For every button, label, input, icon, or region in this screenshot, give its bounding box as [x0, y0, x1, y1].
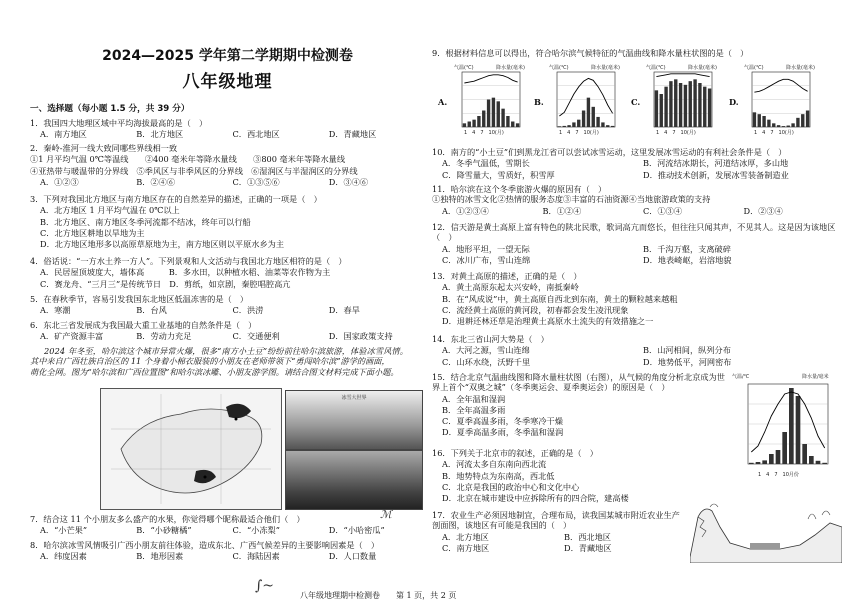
precip-bar	[511, 122, 514, 128]
question-stem: 1．我国四大地理区域中平均海拔最高的是（ ）	[30, 118, 208, 128]
option-a[interactable]: A．河流太多自东南向西北流	[442, 459, 547, 470]
option-c[interactable]: C．冰川广布，雪山连绵	[442, 254, 531, 265]
statement-line: ①1 月平均气温 0℃等温线 ②400 毫米年等降水量线 ③800 毫米年等降水量线	[30, 154, 346, 165]
precip-bar	[669, 81, 672, 127]
precip-bar	[501, 109, 504, 127]
passage-line: 2024 年冬至，哈尔滨这个城市异常火爆，很多“南方小土豆”纷纷前往哈尔滨旅游，体验冰雪风情。	[44, 346, 409, 356]
precip-bar	[703, 87, 706, 127]
precip-bar	[769, 454, 774, 464]
option-a[interactable]: A．北方地区 1 月平均气温在 0℃以上	[40, 205, 180, 216]
option-a[interactable]: A．北方地区	[442, 531, 489, 542]
question-14	[432, 334, 844, 367]
statement-line: ①独特的冰雪文化②热情的服务态度③丰富的石油资源④当地旅游政策的支持	[432, 194, 711, 205]
option-c[interactable]: C．西北地区	[232, 129, 280, 140]
option-d-label[interactable]: D.	[729, 97, 739, 107]
reading-passage	[30, 346, 425, 377]
question-stem: 8．哈尔滨冰雪风情吸引广西小朋友前往体验，造成东北、广西气候差异的主要影响因素是（ ）	[30, 540, 380, 550]
precip-bar	[816, 461, 821, 464]
x-axis-label: 1 4 7 10(月)	[754, 130, 794, 136]
option-d[interactable]: D．青藏地区	[564, 542, 612, 553]
question-10	[432, 147, 844, 180]
option-a[interactable]: A．矿产资源丰富	[40, 331, 104, 342]
chart-c-svg	[644, 62, 722, 137]
precip-bar	[587, 98, 590, 127]
question-15	[432, 372, 726, 438]
x-axis-label: 1 4 7 10(月)	[464, 130, 504, 136]
option-d[interactable]: D．②③④	[743, 205, 783, 216]
precip-bar	[601, 122, 604, 127]
x-axis-label: 1 4 7 10月份	[758, 472, 799, 478]
precip-bar	[611, 126, 614, 127]
option-a[interactable]: A．①②③④	[442, 205, 489, 216]
option-d[interactable]: D．人口数量	[328, 551, 377, 562]
y2-axis-label: 降水量/毫米	[802, 374, 829, 380]
precip-bar	[577, 120, 580, 127]
question-9	[432, 48, 844, 58]
question-1	[30, 118, 425, 140]
option-b-label[interactable]: B.	[534, 97, 544, 107]
option-a[interactable]: A．黄土高原东起太兴安岭，南抵秦岭	[442, 282, 579, 293]
beijing-chart-svg	[732, 368, 844, 480]
precip-bar	[782, 126, 785, 127]
option-b[interactable]: B．在“风成说”中，黄土高原自西北到东南，黄土的颗粒越来越粗	[442, 293, 678, 304]
option-d[interactable]: D．地势低平，河网密布	[643, 356, 732, 367]
option-c[interactable]: C．洪涝	[232, 305, 264, 316]
precip-bar	[753, 112, 756, 127]
option-a[interactable]: A．地形平坦，一望无际	[442, 243, 530, 254]
children-tour-photo	[285, 450, 423, 510]
precip-bar	[698, 83, 701, 127]
option-line[interactable]: C．赛龙舟、“三月三”是传统节日 D．剪纸，如京剧，秦腔唱腔高亢	[40, 278, 291, 289]
precip-bar	[572, 122, 575, 127]
climate-chart-c[interactable]	[644, 62, 722, 137]
question-stem: 10．南方的“小土豆”们到黑龙江省可以尝试冰雪运动，这里发展冰雪运动的有利社会条件是（ ）	[432, 147, 787, 157]
question-16	[432, 448, 726, 503]
statement-line: ④亚热带与暖温带的分界线 ⑤季风区与非季风区的分界线 ⑥湿润区与半湿润区的分界线	[30, 165, 358, 176]
passage-line: 萌化全网。图为“哈尔滨和广西位置图”和哈尔滨冰雕、小朋友游学图。请结合图文材料完成下面小题。	[30, 366, 399, 377]
chart-d-svg	[742, 62, 820, 137]
question-8	[30, 540, 425, 562]
axis-label-left: 气温(℃)	[646, 65, 666, 71]
axis-label-left: 气温(℃)	[549, 65, 569, 71]
option-a[interactable]: A．纬度因素	[40, 551, 87, 562]
precip-bar	[492, 98, 495, 127]
precip-bar	[693, 79, 696, 127]
option-c[interactable]: C．①③⑤⑥	[232, 176, 280, 187]
precip-bar	[563, 126, 566, 127]
axis-label-right: 降水量(毫米)	[688, 65, 717, 71]
question-6	[30, 320, 425, 342]
option-c[interactable]: C．海陆因素	[232, 551, 280, 562]
precip-bar	[791, 123, 794, 127]
option-a[interactable]: A．“小芒果”	[40, 525, 88, 536]
option-b[interactable]: B．河流结冰期长，河道结冰厚，多山地	[643, 158, 789, 169]
q9-climate-charts	[438, 62, 842, 142]
question-3	[30, 194, 425, 249]
question-stem: 13．对黄土高原的描述，正确的是（ ）	[432, 271, 582, 281]
location-map	[100, 388, 282, 510]
precip-bar	[809, 456, 814, 464]
option-c-label[interactable]: C.	[631, 97, 641, 107]
precip-bar	[787, 126, 790, 127]
precip-bar	[756, 462, 761, 464]
precip-bar	[802, 444, 807, 464]
option-a[interactable]: A．寒潮	[40, 305, 71, 316]
exam-title: 2024—2025 学年第二学期期中检测卷	[102, 48, 353, 64]
option-d[interactable]: D．北方地区地形多以高原草原地为主，南方地区则以平原水乡为主	[40, 239, 285, 249]
option-a[interactable]: A．冬季气温低，雪期长	[442, 158, 530, 169]
option-d[interactable]: D．“小哈密瓜”	[328, 525, 385, 536]
x-axis-label: 1 4 7 10(月)	[656, 130, 696, 136]
option-c[interactable]: C．①③④	[643, 205, 683, 216]
precip-bar	[684, 85, 687, 127]
temperature-line	[751, 392, 824, 452]
axis-label-left: 气温(℃)	[454, 65, 474, 71]
option-line[interactable]: A．民居屋顶坡度大，墙体高 B．多水田，以种植水稻、油菜等农作物为主	[40, 267, 331, 278]
question-stem: 9．根据材料信息可以得出，符合哈尔滨气候特征的气温曲线和降水量柱状图的是（ ）	[432, 48, 749, 58]
precip-bar	[758, 114, 761, 127]
precip-bar	[708, 89, 711, 128]
question-stem: 7．结合这 11 个小朋友多么盛产的水果，你觉得哪个昵称最适合他们（ ）	[30, 514, 305, 524]
x-axis-label: 1 4 7 10(月)	[559, 130, 599, 136]
china-map-icon	[101, 389, 281, 509]
precip-bar	[497, 101, 500, 127]
question-stem: 4．俗话说：“一方水土养一方人”。下列景观和人文活动与我国北方地区相符的是（ ）	[30, 256, 347, 266]
question-13	[432, 271, 844, 326]
precip-bar	[796, 396, 801, 464]
option-b[interactable]: B．西北地区	[564, 531, 611, 542]
precip-bar	[487, 100, 490, 128]
option-a[interactable]: A．南方地区	[40, 129, 87, 140]
question-stem: 14．东北三省山河大势是（ ）	[432, 334, 549, 344]
precip-bar	[749, 463, 754, 464]
question-stem: 2．秦岭-淮河一线大致同哪些界线相一致	[30, 143, 178, 153]
temperature-line	[559, 78, 612, 116]
beijing-climate-chart	[732, 368, 844, 480]
precip-bar	[789, 388, 794, 464]
option-d[interactable]: D．北京在城市建设中应拆除所有的四合院，建高楼	[442, 493, 629, 503]
precip-bar	[606, 125, 609, 127]
precip-bar	[767, 120, 770, 127]
option-b[interactable]: B．②④⑥	[136, 176, 176, 187]
option-b[interactable]: B．北方地区	[136, 129, 184, 140]
question-5	[30, 294, 425, 316]
option-d[interactable]: D．夏季高温多雨，冬季温和湿润	[442, 427, 564, 438]
option-b[interactable]: B．千沟万壑，支离破碎	[643, 243, 731, 254]
question-stem: 6．东北三省发展成为我国最大重工业基地的自然条件是（ ）	[30, 320, 257, 330]
option-d[interactable]: D．国家政策支持	[328, 331, 393, 342]
option-b[interactable]: B．劳动力充足	[136, 331, 192, 342]
option-c[interactable]: C．北方地区耕地以旱地为主	[40, 227, 145, 238]
option-c[interactable]: C．北京是我国的政治中心和文化中心	[442, 481, 580, 492]
option-a[interactable]: A．①②③	[40, 176, 79, 187]
option-c[interactable]: C．降雪量大，雪质好，积雪厚	[442, 169, 555, 180]
option-c[interactable]: C．流经黄土高原的黄河段，初春都会发生凌汛现象	[442, 304, 629, 315]
option-c[interactable]: C．夏季高温多雨，冬季寒冷干燥	[442, 416, 563, 426]
photo-caption: 冰雪大世界	[341, 395, 367, 401]
precip-bar	[655, 90, 658, 127]
question-12	[432, 222, 844, 265]
question-stem: 3．下列对我国北方地区与南方地区存在的自然差异的描述，正确的一项是（ ）	[30, 194, 322, 204]
precip-bar	[822, 463, 827, 464]
option-a-label[interactable]: A.	[438, 97, 448, 107]
temperature-line	[464, 75, 517, 83]
y-axis-label: 气温/℃	[732, 374, 750, 380]
precip-bar	[463, 123, 466, 127]
precip-bar	[679, 83, 682, 127]
precip-bar	[796, 118, 799, 127]
option-b[interactable]: B．山河相间，纵列分布	[643, 345, 731, 356]
option-c[interactable]: C．“小冻梨”	[232, 525, 280, 536]
handwritten-signature: ∫~	[255, 578, 275, 594]
question-stem: 11．哈尔滨在这个冬季旅游火爆的原因有（ ）	[432, 184, 607, 194]
option-c[interactable]: C．交通便利	[232, 331, 280, 342]
option-d[interactable]: D．青藏地区	[328, 129, 377, 140]
option-c[interactable]: C．南方地区	[442, 542, 490, 553]
ice-sculpture-photo	[285, 390, 423, 450]
question-stem: 5．在春秋季节，容易引发我国东北地区低温冻害的是（ ）	[30, 294, 249, 304]
precip-bar	[516, 123, 519, 127]
question-stem: 15．结合北京气温曲线图和降水量柱状图（右图），从气候的角度分析北京成为世界上首个“双奥之城”（冬季奥运会、夏季奥运会）的原因是（ ）	[432, 372, 725, 393]
option-a[interactable]: A．大河之源，雪山连绵	[442, 345, 530, 356]
precip-bar	[762, 460, 767, 464]
precip-bar	[689, 81, 692, 127]
precip-bar	[477, 116, 480, 127]
precip-bar	[660, 94, 663, 127]
option-d[interactable]: D．退耕还林还草是治理黄土高原水土流失的有效措施之一	[442, 316, 654, 326]
terrain-profile-icon	[690, 497, 842, 563]
question-stem: 12．信天游是黄土高原上富有特色的陕北民歌，歌词高亢而悠长，但往往只闻其声，不见其人。这是因为该地区（ ）	[432, 222, 836, 243]
option-b[interactable]: B．①②④	[542, 205, 582, 216]
precip-bar	[801, 114, 804, 127]
precip-bar	[777, 125, 780, 127]
option-c[interactable]: C．山环水绕，沃野千里	[442, 356, 531, 367]
option-b[interactable]: B．地势特点为东南高，西北低	[442, 470, 555, 481]
precip-bar	[674, 79, 677, 127]
passage-line: 其中来自广西壮族自治区的 11 个身着小棉衣服装的小朋友在老师带领下“勇闯哈尔滨”游学的画面，	[30, 356, 390, 367]
precip-bar	[776, 450, 781, 464]
climate-chart-b[interactable]	[547, 62, 625, 137]
precip-bar	[664, 87, 667, 127]
option-d[interactable]: D．推动技术创新，发展冰雪装备制造业	[643, 169, 789, 180]
question-7	[30, 514, 425, 536]
precip-bar	[806, 111, 809, 128]
handwritten-mark: ℳ	[380, 508, 392, 521]
climate-chart-d[interactable]	[742, 62, 820, 137]
option-a[interactable]: A．全年温和湿润	[442, 393, 506, 404]
precip-bar	[596, 117, 599, 127]
precip-bar	[468, 122, 471, 128]
climate-chart-a[interactable]	[452, 62, 530, 137]
question-11	[432, 184, 844, 216]
figure-group	[100, 388, 425, 508]
precip-bar	[472, 120, 475, 127]
precip-bar	[772, 123, 775, 127]
precip-bar	[782, 432, 787, 464]
option-d[interactable]: D．③④⑥	[328, 176, 369, 187]
axis-label-right: 降水量(毫米)	[786, 65, 815, 71]
chart-a-svg	[452, 62, 530, 137]
precip-bar	[582, 111, 585, 128]
option-d[interactable]: D．地表崎岖，岩溶地貌	[643, 254, 732, 265]
option-b[interactable]: B．全年高温多雨	[442, 404, 506, 415]
precip-bar	[762, 116, 765, 127]
chart-b-svg	[547, 62, 625, 137]
axis-label-right: 降水量(毫米)	[591, 65, 620, 71]
section-heading: 一、选择题（每小题 1.5 分，共 39 分）	[30, 104, 190, 114]
question-stem: 16．下列关于北京市的叙述，正确的是（ ）	[432, 448, 598, 458]
option-b[interactable]: B．“小砂糖橘”	[136, 525, 192, 536]
precip-bar	[567, 125, 570, 127]
option-d[interactable]: D．春旱	[328, 305, 360, 316]
axis-label-left: 气温(℃)	[744, 65, 764, 71]
option-b[interactable]: B．北方地区、南方地区冬季河流都不结冰，终年可以行船	[40, 216, 251, 227]
page-footer: 八年级地理期中检测卷 第 1 页，共 2 页	[300, 591, 457, 600]
precip-bar	[592, 107, 595, 127]
question-17	[432, 510, 686, 553]
question-stem: 17．农业生产必须因地制宜，合理布局，读我国某城市附近农业生产剖面图，该地区有可能是我国的（ ）	[432, 510, 680, 531]
option-b[interactable]: B．地形因素	[136, 551, 184, 562]
precip-bar	[506, 116, 509, 127]
temperature-line	[656, 74, 709, 77]
exam-subject: 八年级地理	[182, 72, 273, 92]
option-b[interactable]: B．台风	[136, 305, 167, 316]
precip-bar	[558, 126, 561, 127]
question-4	[30, 256, 425, 289]
agriculture-profile-diagram	[690, 497, 842, 563]
axis-label-right: 降水量(毫米)	[496, 65, 525, 71]
precip-bar	[482, 111, 485, 128]
question-2	[30, 143, 425, 187]
